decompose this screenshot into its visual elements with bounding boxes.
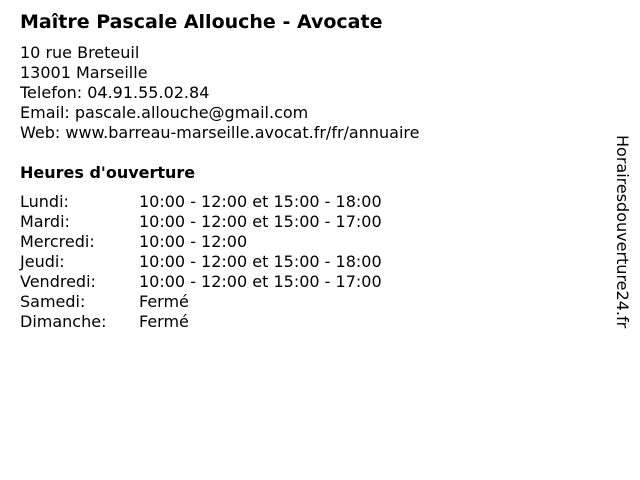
hours-row-monday (20, 192, 600, 212)
business-title: Maître Pascale Allouche - Avocate (20, 11, 383, 33)
hours-table (20, 192, 600, 332)
hours-time: 10:00 - 12:00 et 15:00 - 18:00 (139, 252, 382, 271)
hours-day: Jeudi: (20, 252, 65, 271)
hours-day: Dimanche: (20, 312, 107, 331)
address-city: 13001 Marseille (20, 63, 148, 82)
hours-day: Mercredi: (20, 232, 95, 251)
hours-heading: Heures d'ouverture (20, 163, 196, 182)
hours-time: Fermé (139, 312, 189, 331)
hours-row-sunday (20, 312, 600, 332)
hours-row-saturday (20, 292, 600, 312)
hours-time: 10:00 - 12:00 (139, 232, 248, 251)
hours-time: 10:00 - 12:00 et 15:00 - 17:00 (139, 272, 382, 291)
hours-row-wednesday (20, 232, 600, 252)
hours-day: Vendredi: (20, 272, 96, 291)
phone-line: Telefon: 04.91.55.02.84 (20, 83, 210, 102)
hours-row-thursday (20, 252, 600, 272)
hours-time: Fermé (139, 292, 189, 311)
hours-day: Mardi: (20, 212, 70, 231)
address-street: 10 rue Breteuil (20, 43, 140, 62)
web-line: Web: www.barreau-marseille.avocat.fr/fr/annuaire (20, 123, 420, 142)
hours-time: 10:00 - 12:00 et 15:00 - 18:00 (139, 192, 382, 211)
hours-row-friday (20, 272, 600, 292)
business-card (20, 10, 600, 332)
hours-time: 10:00 - 12:00 et 15:00 - 17:00 (139, 212, 382, 231)
hours-row-tuesday (20, 212, 600, 232)
brand-watermark: Horairesdouverture24.fr (613, 135, 632, 329)
hours-day: Lundi: (20, 192, 69, 211)
email-line: Email: pascale.allouche@gmail.com (20, 103, 309, 122)
hours-day: Samedi: (20, 292, 86, 311)
contact-block (20, 43, 600, 143)
